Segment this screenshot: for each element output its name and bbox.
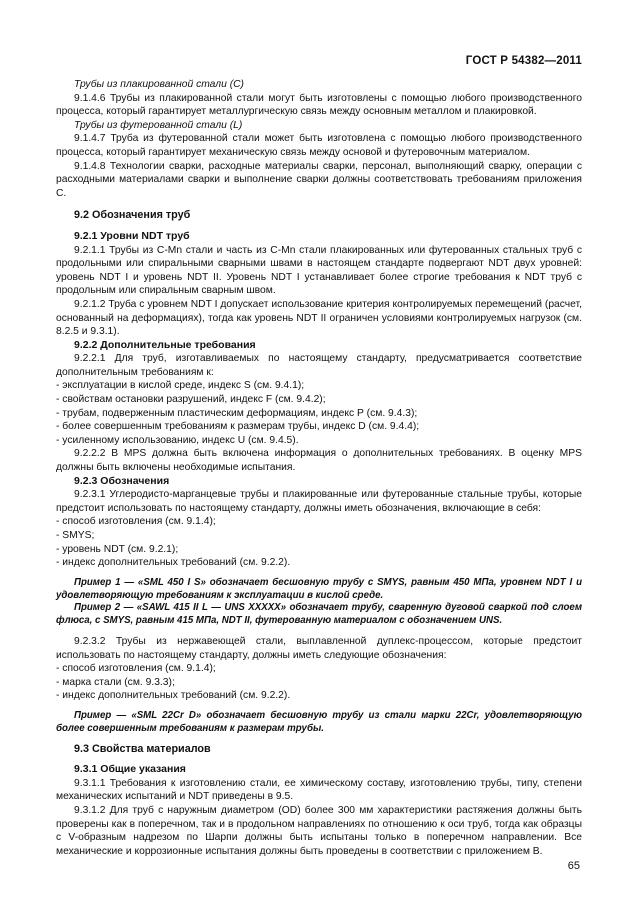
section-heading-9-2: 9.2 Обозначения труб (74, 209, 191, 222)
list-item: - уровень NDT (см. 9.2.1); (56, 543, 179, 555)
paragraph-9-3-1-2: 9.3.1.2 Для труб с наружным диаметром (OD) более 300 мм характеристики растяжения должны быть проверены как в поперечном, так и в продольном направлениях по отношению к оси труб, тогда как образцы с V-образным надрезом по Шарпи должны быть испытаны только в поперечном направлении. Все механические и коррозионные испытания должны быть проведены в соответствии с приложением В. (56, 804, 582, 857)
section-heading-9-3: 9.3 Свойства материалов (74, 742, 211, 755)
list-item: - трубам, подверженным пластическим деформациям, индекс Р (см. 9.4.3); (56, 407, 418, 419)
list-item: - марка стали (см. 9.3.3); (56, 676, 175, 688)
document-body (56, 78, 582, 858)
paragraph-9-1-4-6: 9.1.4.6 Трубы из плакированной стали могут быть изготовлены с помощью любого производственного процесса, который гарантирует металлургическую связь между основным металлом и плакировкой. (56, 92, 582, 118)
list-item: - индекс дополнительных требований (см. 9.2.2). (56, 557, 291, 569)
subheading-lined-pipes: Трубы из футерованной стали (L) (74, 119, 243, 131)
paragraph-9-2-3-1: 9.2.3.1 Углеродисто-марганцевые трубы и плакированные или футерованные стальные трубы, которые предстоит использовать по настоящему стандарту, должны иметь обозначения, включающие в себя: (56, 489, 582, 514)
list-item: - способ изготовления (см. 9.1.4); (56, 663, 216, 675)
paragraph-9-1-4-8: 9.1.4.8 Технологии сварки, расходные материалы сварки, персонал, выполняющий сварку, операции с расходными материалами сварки и выполнение сварки должны соответствовать требованиям приложения С. (56, 160, 582, 199)
paragraph-9-2-1-2: 9.2.1.2 Труба с уровнем NDT I допускает использование критерия контролируемых перемещений (расчет, основанный на деформациях), тогда как уровень NDT II ограничен условиями контролируемых нагрузок (см. 8.2.5 и 9.3.1). (56, 298, 582, 338)
subheading-clad-pipes: Трубы из плакированной стали (C) (74, 79, 244, 90)
standard-header: ГОСТ Р 54382—2011 (465, 55, 582, 67)
section-heading-9-2-2: 9.2.2 Дополнительные требования (74, 338, 256, 351)
list-item: - более совершенным требованиям к размерам трубы, индекс D (см. 9.4.4); (56, 421, 420, 433)
paragraph-9-2-3-2: 9.2.3.2 Трубы из нержавеющей стали, выплавленной дуплекс-процессом, которые предстоит использовать по настоящему стандарту, должны иметь следующие обозначения: (56, 635, 582, 661)
list-item: - индекс дополнительных требований (см. 9.2.2). (56, 690, 291, 702)
list-item: - усиленному использованию, индекс U (см. 9.4.5). (56, 434, 299, 446)
paragraph-9-1-4-7: 9.1.4.7 Труба из футерованной стали может быть изготовлена с помощью любого производственного процесса, который гарантирует механическую связь между основой и футеровочным материалом. (56, 133, 582, 158)
paragraph-9-3-1-1: 9.3.1.1 Требования к изготовлению стали, ее химическому составу, изготовлению трубы, типу, степени механических испытаний и NDT приведены в 9.5. (56, 777, 582, 803)
paragraph-9-2-2-2: 9.2.2.2 В MPS должна быть включена информация о дополнительных требованиях. В оценку MPS должны быть включены необходимые испытания. (56, 448, 582, 474)
list-item: - способ изготовления (см. 9.1.4); (56, 516, 216, 528)
section-heading-9-2-1: 9.2.1 Уровни NDT труб (74, 229, 190, 242)
paragraph-9-2-1-1: 9.2.1.1 Трубы из С-Mn стали и часть из С-Mn стали плакированных или футерованных стальных труб с продольными или спиральными сварными швами в настоящем стандарте подвергают NDT двух уровней: уровень NDT I и уровень NDT II. Уровень NDT I устанавливает более строгие требования к NDT труб с продольным или спиральным сварным швом. (56, 244, 582, 297)
page-number: 65 (567, 860, 580, 872)
list-item: - эксплуатации в кислой среде, индекс S (см. 9.4.1); (56, 380, 305, 392)
example-duplex: Пример — «SML 22Cr D» обозначает бесшовную трубу из стали марки 22Cr, удовлетворяющую более совершенным требованиям к размерам трубы. (56, 709, 582, 734)
list-item: - свойствам остановки разрушений, индекс F (см. 9.4.2); (56, 394, 326, 406)
section-heading-9-3-1: 9.3.1 Общие указания (74, 763, 186, 776)
example-2: Пример 2 — «SAWL 415 II L — UNS XXXXX» обозначает трубу, сваренную дуговой сваркой под слоем флюса, с SMYS, равным 415 МПа, NDT II, футерованную материалом с обозначением UNS. (56, 602, 582, 627)
section-heading-9-2-3: 9.2.3 Обозначения (74, 474, 170, 487)
paragraph-9-2-2-1: 9.2.2.1 Для труб, изготавливаемых по настоящему стандарту, предусматривается соответствие дополнительным требованиям к: (56, 353, 582, 378)
list-item: - SMYS; (56, 530, 95, 541)
example-1: Пример 1 — «SML 450 I S» обозначает бесшовную трубу с SMYS, равным 450 МПа, уровнем NDT I и удовлетворяющую требованиям к эксплуатации в кислой среде. (56, 576, 582, 601)
